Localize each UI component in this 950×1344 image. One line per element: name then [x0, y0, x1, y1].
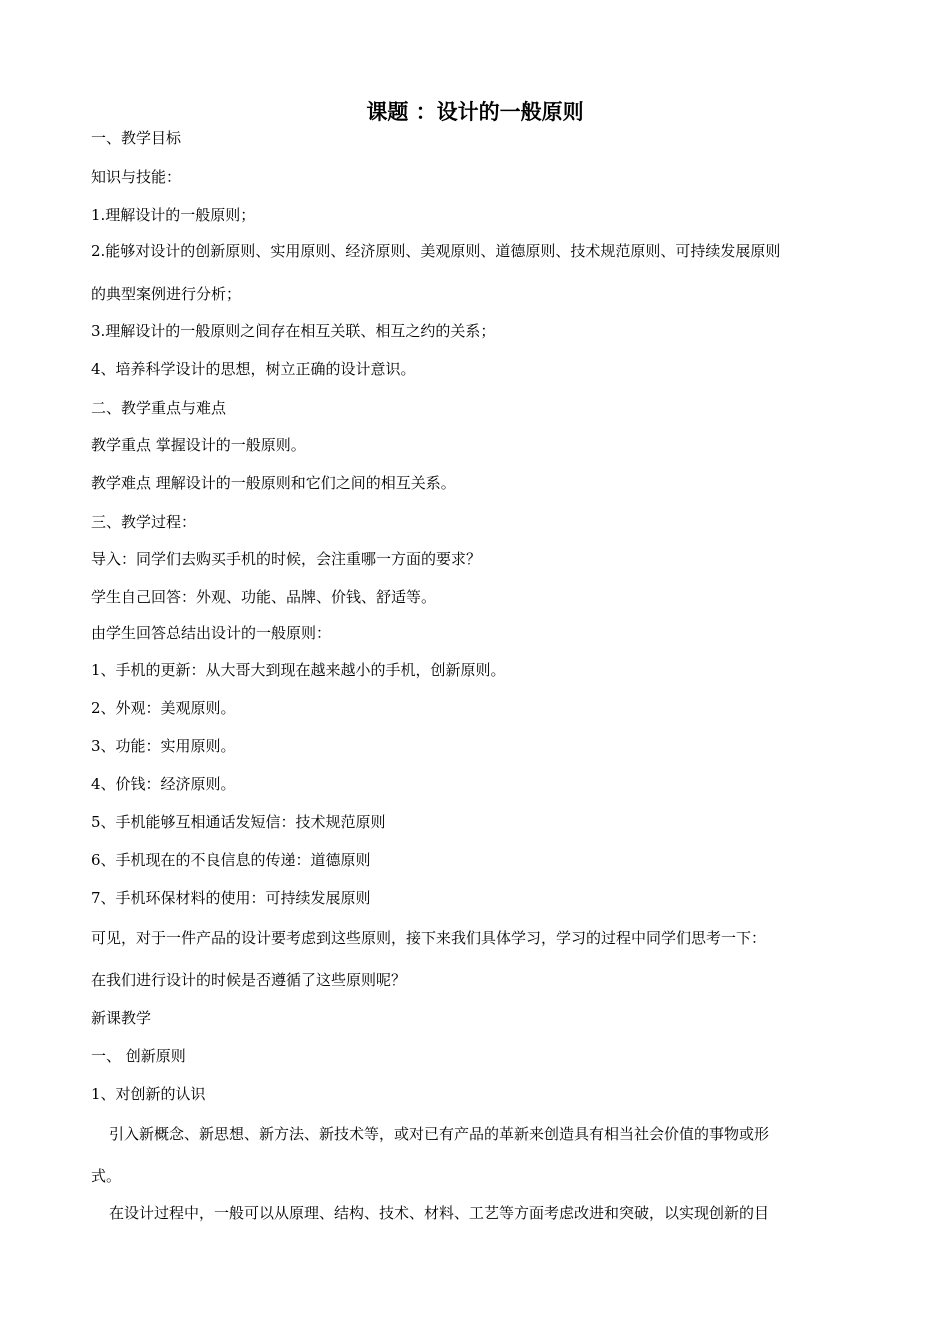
section-heading: 三、教学过程：	[91, 513, 197, 531]
paragraph-line: 导入：同学们去购买手机的时候，会注重哪一方面的要求？	[91, 550, 482, 568]
paragraph-line: 式。	[91, 1167, 122, 1185]
paragraph-line: 学生自己回答：外观、功能、品牌、价钱、舒适等。	[91, 588, 437, 606]
list-item: 3、功能：实用原则。	[91, 737, 236, 755]
list-item: 5、手机能够互相通话发短信：技术规范原则	[91, 813, 386, 831]
paragraph-line: 教学重点 掌握设计的一般原则。	[91, 436, 306, 454]
section-heading: 一、教学目标	[91, 129, 182, 147]
list-item: 6、手机现在的不良信息的传递：道德原则	[91, 851, 371, 869]
subsection-heading: 一、 创新原则	[91, 1047, 186, 1065]
paragraph-line: 4、培养科学设计的思想，树立正确的设计意识。	[91, 360, 416, 378]
paragraph-line: 3.理解设计的一般原则之间存在相互关联、相互之约的关系；	[91, 322, 496, 340]
subsection-heading: 1、对创新的认识	[91, 1085, 206, 1103]
list-item: 4、价钱：经济原则。	[91, 775, 236, 793]
paragraph-line: 可见，对于一件产品的设计要考虑到这些原则，接下来我们具体学习，学习的过程中同学们思考一下：	[91, 929, 767, 947]
list-item: 7、手机环保材料的使用：可持续发展原则	[91, 889, 371, 907]
paragraph-line: 引入新概念、新思想、新方法、新技术等，或对已有产品的革新来创造具有相当社会价值的事物或形	[109, 1125, 770, 1143]
paragraph-line: 1.理解设计的一般原则；	[91, 206, 256, 224]
subsection-heading: 知识与技能：	[91, 168, 182, 186]
paragraph-line: 的典型案例进行分析；	[91, 285, 242, 303]
paragraph-line: 由学生回答总结出设计的一般原则：	[91, 624, 332, 642]
paragraph-line: 教学难点 理解设计的一般原则和它们之间的相互关系。	[91, 474, 456, 492]
paragraph-line: 在我们进行设计的时候是否遵循了这些原则呢？	[91, 971, 407, 989]
paragraph-line: 2.能够对设计的创新原则、实用原则、经济原则、美观原则、道德原则、技术规范原则、可持续发展原则	[91, 242, 781, 260]
paragraph-line: 在设计过程中，一般可以从原理、结构、技术、材料、工艺等方面考虑改进和突破，以实现创新的目	[109, 1204, 770, 1222]
section-heading: 二、教学重点与难点	[91, 399, 227, 417]
list-item: 2、外观：美观原则。	[91, 699, 236, 717]
list-item: 1、手机的更新：从大哥大到现在越来越小的手机，创新原则。	[91, 661, 506, 679]
section-heading: 新课教学	[91, 1009, 152, 1027]
page-title: 课题 ：设计的一般原则	[366, 100, 584, 124]
